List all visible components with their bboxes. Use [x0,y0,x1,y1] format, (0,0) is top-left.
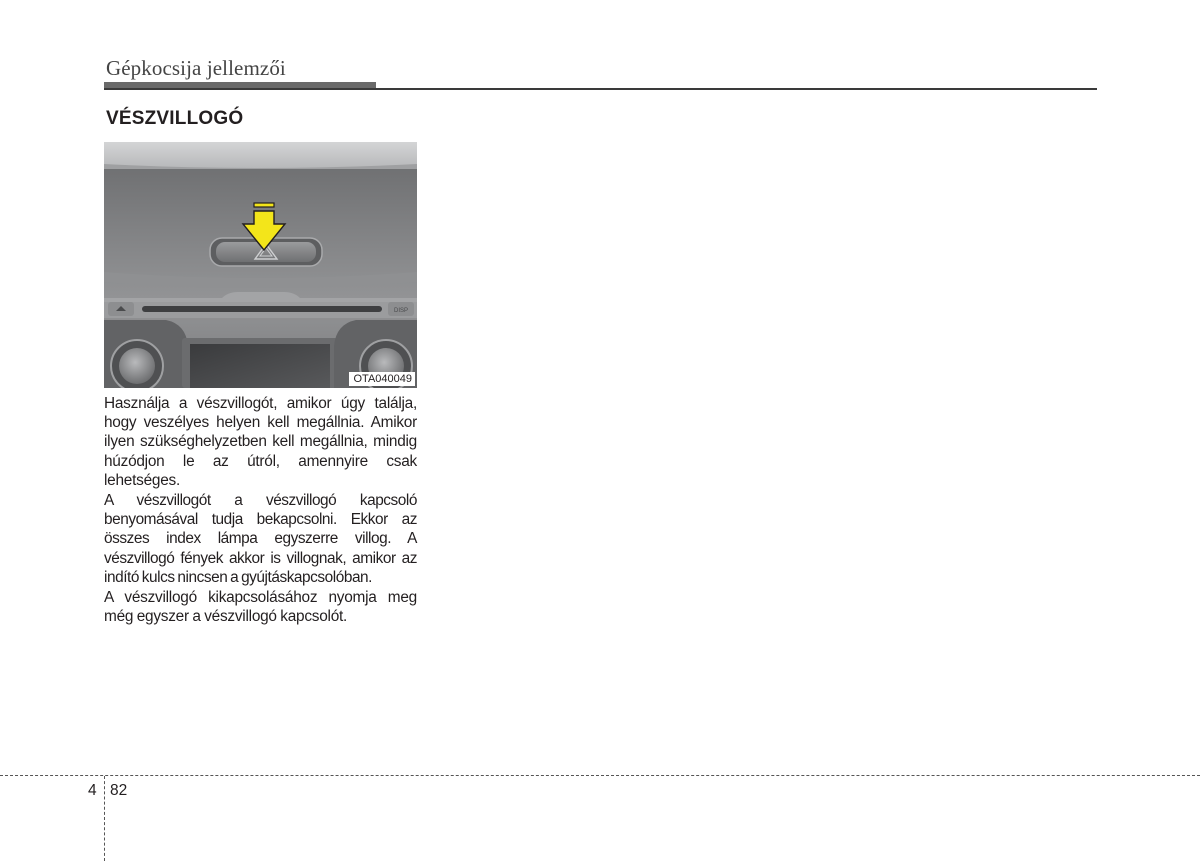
footer-rule [0,775,1200,776]
header-rule [104,88,1097,90]
footer-divider [104,776,105,861]
running-header-title: Gépkocsija jellemzői [106,56,286,80]
paragraph-activation: A vészvillogót a vészvillogó kapcsoló benyomásával tudja bekapcsolni. Ekkor az összes index lámpa egyszerre villog. A vészvillogó fények akkor is villognak, amikor az indító kulcs nincsen a gyújtáskapcsolóban. [104,492,417,586]
left-knob [119,348,155,384]
body-text [104,394,417,627]
center-display [190,344,330,388]
cd-slot [142,306,382,312]
chapter-number: 4 [88,782,97,799]
paragraph-deactivation: A vészvillogó kikapcsolásához nyomja meg még egyszer a vészvillogó kapcsolót. [104,589,417,626]
figure-code: OTA040049 [349,372,415,386]
page-number: 82 [110,782,128,799]
paragraph-usage: Használja a vészvillogót, amikor úgy találja, hogy veszélyes helyen kell megállnia. Amikor ilyen szükséghelyzetben kell megállnia, mindig húzódjon le az útról, amennyire csak lehetséges. [104,395,417,489]
dash-top-panel [104,142,417,168]
hazard-switch-illustration [104,142,417,388]
section-heading: VÉSZVILLOGÓ [106,108,244,129]
dashboard-drawing [104,142,417,388]
disp-label: DISP [393,308,409,314]
